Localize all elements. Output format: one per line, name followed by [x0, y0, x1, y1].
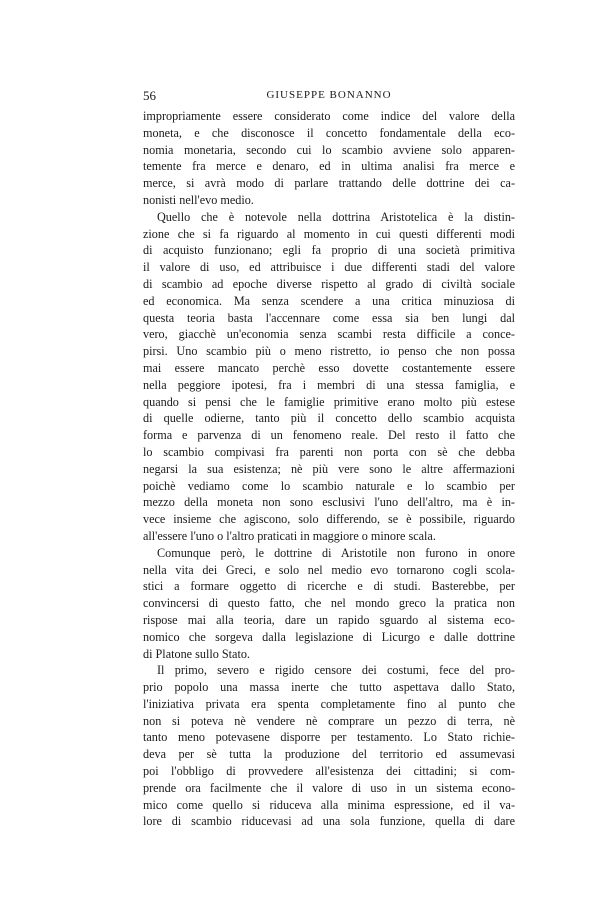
text-line: mai essere mancato perchè esso dovette costantemente essere: [143, 360, 515, 375]
text-line: vece insieme che agiscono, solo differendo, se è possibile, riguardo: [143, 512, 515, 527]
text-line: quando si pensi che le famiglie primitive erano molto più estese: [143, 394, 515, 409]
text-line: pirsi. Uno scambio più o meno ristretto, io penso che non possa: [143, 344, 515, 359]
text-line: stici a formare oggetto di ricerche e di studi. Basterebbe, per: [143, 579, 515, 594]
text-line: lore di scambio riducevasi ad una sola funzione, quella di dare: [143, 814, 515, 829]
text-line: il valore di uso, ed attribuisce i due differenti stadi del valore: [143, 260, 515, 275]
text-line: negarsi la sua esistenza; nè più vere sono le altre affermazioni: [143, 461, 515, 476]
text-line: Il primo, severo e rigido censore dei costumi, fece del pro-: [157, 663, 515, 678]
page-number: 56: [143, 88, 156, 103]
text-line: nomia monetaria, secondo cui lo scambio avviene solo apparen-: [143, 142, 515, 157]
text-line: merce, si avrà modo di parlare trattando delle dottrine dei ca-: [143, 176, 515, 191]
text-line: questa teoria basta l'accennare come essa sia ben lungi dal: [143, 310, 515, 325]
text-line: l'iniziativa privata era spenta completamente fino al punto che: [143, 696, 515, 711]
text-line: impropriamente essere considerato come indice del valore della: [143, 109, 515, 123]
text-line: mico come quello si riduceva alla minima espressione, ed il va-: [143, 797, 515, 812]
text-line: Quello che è notevole nella dottrina Aristotelica è la distin-: [157, 209, 515, 224]
text-line: lo scambio compivasi fra parenti non porta con sè che debba: [143, 444, 515, 459]
text-line: ed economica. Ma senza scendere a una critica minuziosa di: [143, 293, 515, 308]
text-line: di quelle odierne, tanto più il concetto dello scambio acquista: [143, 411, 515, 426]
text-line: temente fra merce e denaro, ed in ultima analisi fra merce e: [143, 159, 515, 174]
text-line: nella vita dei Greci, e solo nel medio evo tornarono cogli scola-: [143, 562, 515, 577]
page-header: [143, 88, 515, 108]
book-page: [143, 88, 515, 830]
text-line: deva per sè tutta la produzione del territorio ed assumevasi: [143, 747, 515, 762]
text-line: zione che si fa riguardo al momento in cui questi differenti modi: [143, 226, 515, 241]
text-line: vero, giacchè un'economia senza scambi resta difficile a conce-: [143, 327, 515, 342]
text-line: mezzo della moneta non sono esclusivi l'uno dell'altro, ma è in-: [143, 495, 515, 510]
running-head: GIUSEPPE BONANNO: [266, 89, 392, 101]
text-line: moneta, e che disconosce il concetto fondamentale della eco-: [143, 125, 515, 140]
body-text: [143, 108, 515, 830]
text-line: prende ora facilmente che il valore di uso in un sistema econo-: [143, 780, 515, 795]
text-line: nella peggiore ipotesi, fra i membri di una stessa famiglia, e: [143, 377, 515, 392]
text-line: di acquisto funzionano; egli fa proprio di una società primitiva: [143, 243, 515, 258]
text-line: rispose mai alla teoria, dare un rapido sguardo al sistema eco-: [143, 612, 515, 627]
text-line: nomico che sorgeva dalla legislazione di Licurgo e dalle dottrine: [143, 629, 515, 644]
text-line: convincersi di questo fatto, che nel mondo greco la pratica non: [143, 596, 515, 611]
text-line: Comunque però, le dottrine di Aristotile non furono in onore: [157, 545, 515, 560]
text-line: prio popolo una massa inerte che tutto aspettava dallo Stato,: [143, 680, 515, 695]
text-line: all'essere l'uno o l'altro praticati in maggiore o minore scala.: [143, 528, 436, 543]
text-line: poi l'obbligo di provvedere all'esistenza dei cittadini; si com-: [143, 764, 515, 779]
text-line: non si poteva nè vendere nè comprare un pezzo di terra, nè: [143, 713, 515, 728]
text-line: tanto meno potevasene disporre per testamento. Lo Stato richie-: [143, 730, 515, 745]
text-line: di Platone sullo Stato.: [143, 646, 250, 661]
text-line: forma e parvenza di un fenomeno reale. Del resto il fatto che: [143, 428, 515, 443]
text-line: nonisti nell'evo medio.: [143, 192, 254, 207]
text-line: poichè vediamo come lo scambio naturale e lo scambio per: [143, 478, 515, 493]
text-line: di scambio ad epoche diverse rispetto al grado di civiltà sociale: [143, 276, 515, 291]
